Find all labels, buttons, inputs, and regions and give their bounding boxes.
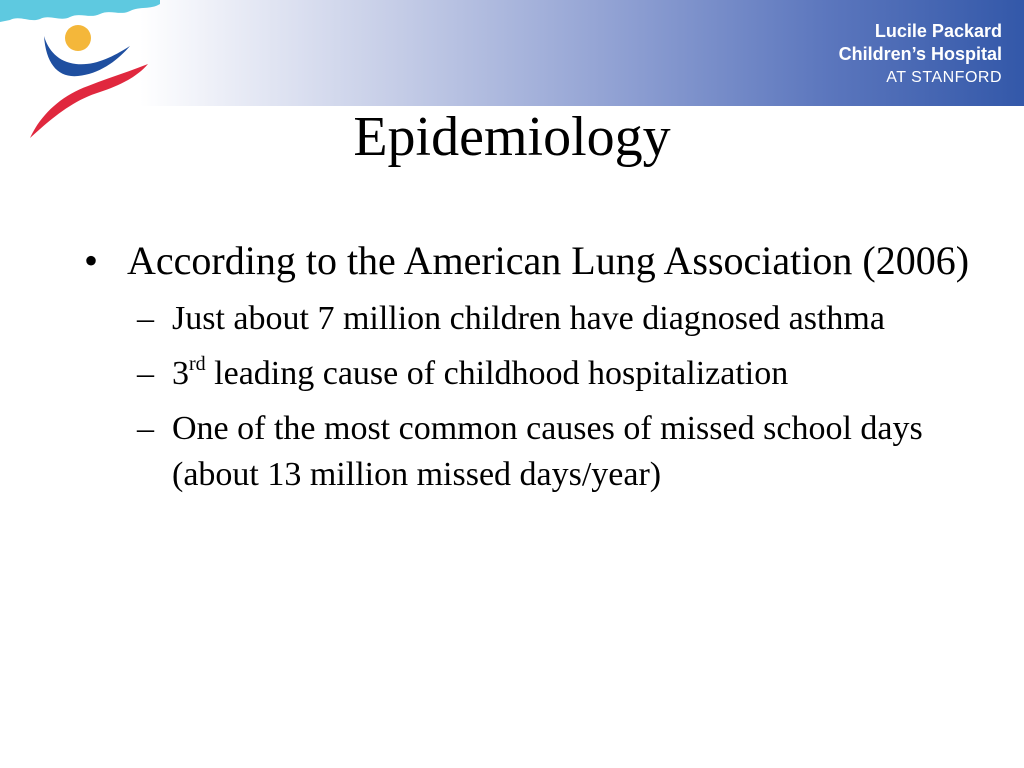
hospital-brand <box>839 20 1002 89</box>
ordinal-suffix: rd <box>189 352 206 375</box>
dash-marker: – <box>137 410 154 447</box>
sub-bullet <box>84 351 984 397</box>
sub-bullet-text: leading cause of childhood hospitalization <box>205 355 789 392</box>
dash-marker: – <box>137 300 154 337</box>
header-banner <box>140 0 1024 106</box>
brand-line-1: Lucile Packard <box>874 21 1002 41</box>
logo-sun-icon <box>65 25 91 51</box>
logo-wave-top-icon <box>0 0 160 22</box>
slide-title: Epidemiology <box>353 106 671 168</box>
main-bullet <box>84 234 984 287</box>
sub-bullet <box>84 406 984 498</box>
slide-body <box>84 234 984 498</box>
dash-marker: – <box>137 355 154 392</box>
main-bullet-text: According to the American Lung Association (2006) <box>127 238 970 283</box>
sub-bullet <box>84 296 984 342</box>
bullet-marker: • <box>84 238 99 283</box>
brand-line-3: AT STANFORD <box>886 69 1002 86</box>
sub-bullet-text: Just about 7 million children have diagnosed asthma <box>172 300 885 337</box>
brand-line-2: Children’s Hospital <box>838 44 1002 64</box>
sub-bullet-text: One of the most common causes of missed school days (about 13 million missed days/year) <box>172 410 923 493</box>
ordinal-number: 3 <box>172 355 189 392</box>
